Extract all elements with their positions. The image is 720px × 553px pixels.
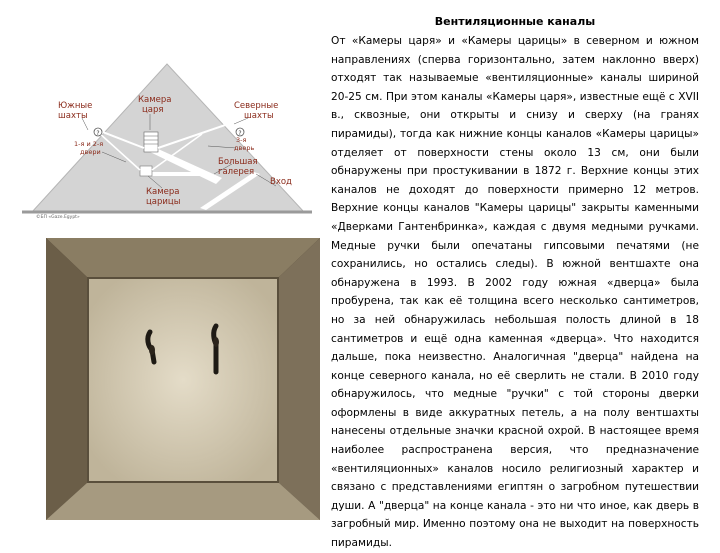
label-doors-12-2: двери: [80, 148, 101, 156]
copper-handle-left-loop: [149, 345, 155, 355]
label-queens-chamber-2: царицы: [146, 197, 181, 207]
label-door-3-1: 3-я: [236, 136, 247, 144]
article-body: От «Камеры царя» и «Камеры царицы» в северном и южном направлениях (сперва горизонтально, затем наклонно вверх) отходят так называемые «вентиляционные» каналы шириной 20-25 см. При этом каналы «Камеры царя», известные ещё с XVII в., сквозные, они открыты и снизу и сверху (на гранях пирамиды), тогда как нижние концы каналов «Камеры царицы» отделяет от поверхности стены около 13 см, они были обнаружены при простукивании в 1872 г. Верхние концы этих каналов не доходят до поверхности примерно 12 метров. Верхние концы каналов "Камеры царицы" закрыты каменными «Дверками Гантенбринка», каждая с двумя медными ручками. Медные ручки были опечатаны гипсовыми печатями (не сохранились, но остались следы). В южной вентшахте она обнаружена в 1993. В 2002 году южная «дверца» была пробурена, так как её толщина всего несколько сантиметров, но за ней обнаружилась небольшая полость длиной в 18 сантиметров и ещё одна каменная «дверца». Что находится дальше, пока неизвестно. Аналогичная "дверца" найдена на конце северного канала, но её сверлить не стали. В 2010 году обнаружилось, что медные "ручки" с той стороны дверки оформлены в виде аккуратных петель, а на полу вентшахты нанесены отдельные значки красной охрой. В настоящее время наиболее распространена версия, что предназначение «вентиляционных» каналов носило религиозный характер и связано с представлениями египтян о загробном путешествии души. А "дверца" на конце канала - это ни что иное, как дверь в загробный мир. Именно поэтому она не выходит на поверхность пирамиды.: [331, 35, 699, 550]
queens-chamber: [140, 166, 152, 176]
label-entrance: Вход: [270, 177, 292, 187]
label-door-3-2: дверь: [234, 144, 255, 152]
label-queens-chamber-1: Камера: [146, 187, 180, 197]
pyramid-cross-section-diagram: [22, 60, 312, 220]
shaft-interior-photo: [46, 238, 320, 520]
label-kings-chamber-1: Камера: [138, 95, 172, 105]
diagram-credit: ©БП «Gaze.Egypt»: [36, 215, 80, 220]
right-wall: [278, 238, 320, 520]
label-kings-chamber-2: царя: [142, 105, 164, 115]
copper-handle-right: [214, 326, 216, 372]
unknown-marker-north-text: ?: [238, 130, 242, 137]
floor: [46, 482, 320, 520]
stone-door: [88, 278, 278, 482]
kings-chamber: [144, 132, 158, 152]
queens-passage: [146, 172, 208, 176]
label-south-shafts-2: шахты: [58, 111, 88, 121]
article-title: Вентиляционные каналы: [434, 15, 596, 28]
copper-handle-right-loop: [213, 337, 219, 347]
label-doors-12-1: 1-я и 2-я: [74, 140, 104, 148]
label-north-shafts-2: шахты: [244, 111, 274, 121]
unknown-marker-south-text: ?: [96, 130, 100, 137]
left-wall: [46, 238, 88, 520]
ceiling-wall: [46, 238, 320, 278]
label-north-shafts-1: Северные: [234, 101, 279, 111]
label-grand-gallery-1: Большая: [218, 157, 258, 167]
label-grand-gallery-2: галерея: [218, 167, 255, 177]
label-south-shafts-1: Южные: [58, 101, 93, 111]
